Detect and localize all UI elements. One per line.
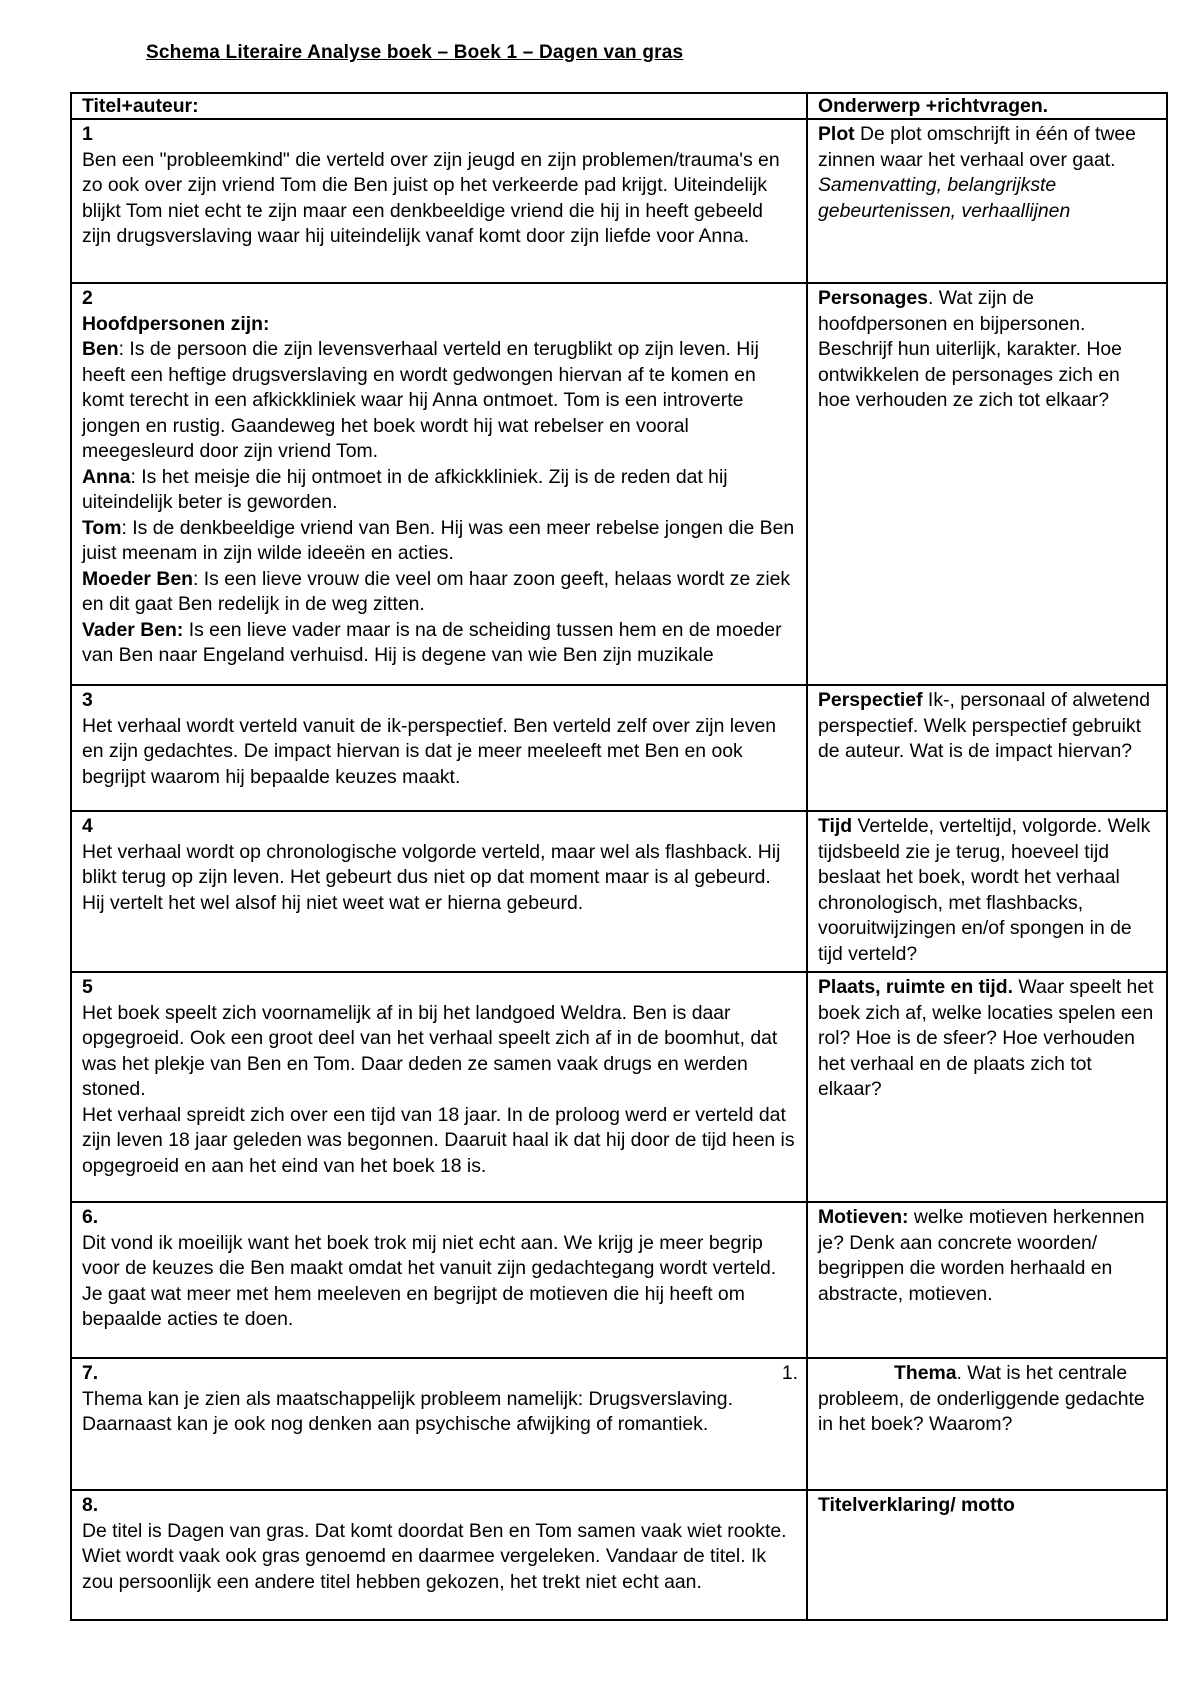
topic-cell: [807, 972, 1167, 1202]
answer-cell: [71, 1202, 807, 1358]
header-title-author: Titel+auteur:: [71, 93, 807, 119]
table-row: [71, 119, 1167, 283]
topic-text: Waar speelt het boek zich af, welke locaties spelen een rol? Hoe is de sfeer? Hoe verhouden het verhaal en de plaats zich tot elkaar?: [818, 976, 1154, 1100]
topic-cell: [807, 685, 1167, 811]
table-header-row: [71, 93, 1167, 119]
topic-text: . Wat is het centrale probleem, de onderliggende gedachte in het boek? Waarom?: [818, 1362, 1145, 1435]
answer-text: De titel is Dagen van gras. Dat komt doordat Ben en Tom samen vaak wiet rookte. Wiet wordt vaak ook gras genoemd en daarmee vergeleken. Vandaar de titel. Ik zou persoonlijk een andere titel hebben gekozen, het trekt niet echt aan.: [82, 1519, 787, 1593]
topic-italic: Samenvatting, belangrijkste gebeurtenissen, verhaallijnen: [818, 174, 1071, 222]
topic-text: . Wat zijn de hoofdpersonen en bijpersonen. Beschrijf hun uiterlijk, karakter. Hoe ontwikkelen de personages zich en hoe verhouden ze zich tot elkaar?: [818, 287, 1122, 411]
row-number: 7.: [82, 1362, 99, 1384]
topic-label: Thema: [894, 1362, 957, 1384]
row-number-line: [82, 1361, 796, 1387]
row-number: 5: [82, 976, 93, 998]
row-number: 6.: [82, 1206, 99, 1228]
topic-text: Vertelde, verteltijd, volgorde. Welk tijdsbeeld zie je terug, hoeveel tijd beslaat het boek, wordt het verhaal chronologisch, met flashbacks, vooruitwijzingen en/of spongen in de tijd verteld?: [818, 815, 1151, 965]
topic-text: Ik-, personaal of alwetend perspectief. Welk perspectief gebruikt de auteur. Wat is de impact hiervan?: [818, 689, 1150, 762]
character-entry: [82, 618, 796, 669]
character-description: : Is de persoon die zijn levensverhaal verteld en terugblikt op zijn leven. Hij heeft een heftige drugsverslaving en wordt gedwongen hiervan af te komen en komt terecht in een afkickkliniek waar hij Anna ontmoet. Tom is een introverte jongen en rustig. Gaandeweg het boek wordt hij wat rebelser en vooral meegesleurd door zijn vriend Tom.: [82, 338, 759, 462]
character-name: Moeder Ben: [82, 567, 193, 590]
topic-label: Personages: [818, 287, 928, 309]
table-row: [71, 1490, 1167, 1620]
answer-cell: [71, 283, 807, 685]
answer-text-continued: Het verhaal spreidt zich over een tijd van 18 jaar. In de proloog werd er verteld dat zijn leven 18 jaar geleden was begonnen. Daaruit haal ik dat hij door de tijd heen is opgegroeid en aan het eind van het boek 18 is.: [82, 1103, 795, 1177]
topic-cell: [807, 283, 1167, 685]
characters-heading: Hoofdpersonen zijn:: [82, 312, 270, 335]
answer-text: Het verhaal wordt op chronologische volgorde verteld, maar wel als flashback. Hij blikt terug op zijn leven. Het gebeurt dus niet op dat moment maar is al gebeurd. Hij vertelt het wel alsof hij niet weet wat er hierna gebeurd.: [82, 840, 781, 914]
header-topic-questions: Onderwerp +richtvragen.: [807, 93, 1167, 119]
topic-label: Plot: [818, 123, 855, 145]
answer-cell: [71, 685, 807, 811]
page-number: 1.: [781, 1362, 798, 1384]
row-number: 8.: [82, 1494, 99, 1516]
topic-cell: [807, 811, 1167, 972]
table-row: [71, 685, 1167, 811]
answer-text: Thema kan je zien als maatschappelijk probleem namelijk: Drugsverslaving. Daarnaast kan je ook nog denken aan psychische afwijking of romantiek.: [82, 1387, 733, 1435]
character-entry: [82, 465, 796, 516]
answer-text: Het verhaal wordt verteld vanuit de ik-perspectief. Ben verteld zelf over zijn leven en zijn gedachtes. De impact hiervan is dat je meer meeleeft met Ben en ook begrijpt waarom hij bepaalde keuzes maakt.: [82, 714, 777, 788]
topic-text: De plot omschrijft in één of twee zinnen waar het verhaal over gaat.: [818, 123, 1136, 171]
row-number: 3: [82, 689, 93, 711]
character-description: : Is een lieve vrouw die veel om haar zoon geeft, helaas wordt ze ziek en dit gaat Ben redelijk in de weg zitten.: [82, 567, 791, 615]
topic-cell: [807, 1358, 1167, 1490]
topic-label: Motieven:: [818, 1206, 909, 1228]
character-name: Vader Ben:: [82, 618, 184, 641]
character-name: Anna: [82, 465, 131, 488]
topic-cell: [807, 119, 1167, 283]
answer-cell: [71, 119, 807, 283]
answer-cell: [71, 972, 807, 1202]
topic-label: Perspectief: [818, 689, 923, 711]
table-row: [71, 811, 1167, 972]
topic-label: Tijd: [818, 815, 853, 837]
topic-cell: [807, 1202, 1167, 1358]
row-number: 4: [82, 815, 93, 837]
row-number: 2: [82, 287, 93, 309]
page-title: Schema Literaire Analyse boek – Boek 1 – Dagen van gras: [146, 42, 684, 63]
character-name: Tom: [82, 516, 122, 539]
answer-cell: [71, 811, 807, 972]
answer-text: Dit vond ik moeilijk want het boek trok mij niet echt aan. We krijg je meer begrip voor de keuzes die Ben maakt omdat het vanuit zijn gedachtegang wordt verteld. Je gaat wat meer met hem meeleven en begrijpt de motieven die hij heeft om bepaalde acties te doen.: [82, 1231, 777, 1330]
topic-cell: [807, 1490, 1167, 1620]
row-number: 1: [82, 123, 93, 145]
character-entry: [82, 567, 796, 618]
character-entry: [82, 337, 796, 465]
topic-label: Plaats, ruimte en tijd.: [818, 976, 1014, 998]
analysis-table: [70, 92, 1168, 1621]
answer-cell: [71, 1358, 807, 1490]
answer-text: Het boek speelt zich voornamelijk af in bij het landgoed Weldra. Ben is daar opgegroeid. Ook een groot deel van het verhaal speelt zich af in de boomhut, dat was het plekje van Ben en Tom. Daar deden ze samen vaak drugs en werden stoned.: [82, 1001, 778, 1100]
character-description: : Is de denkbeeldige vriend van Ben. Hij was een meer rebelse jongen die Ben juist meenam in zijn wilde ideeën en acties.: [82, 516, 795, 564]
character-description: Is een lieve vader maar is na de scheiding tussen hem en de moeder van Ben naar Engeland verhuisd. Hij is degene van wie Ben zijn muzikale: [82, 618, 782, 666]
table-row: [71, 972, 1167, 1202]
answer-cell: [71, 1490, 807, 1620]
character-entry: [82, 516, 796, 567]
table-row: [71, 1358, 1167, 1490]
topic-label: Titelverklaring/ motto: [818, 1494, 1015, 1516]
table-row: [71, 1202, 1167, 1358]
character-name: Ben: [82, 338, 119, 360]
character-description: : Is het meisje die hij ontmoet in de afkickkliniek. Zij is de reden dat hij uiteindelijk beter is geworden.: [82, 465, 728, 513]
answer-text: Ben een "probleemkind" die verteld over zijn jeugd en zijn problemen/trauma's en zo ook over zijn vriend Tom die Ben juist op het verkeerde pad krijgt. Uiteindelijk blijkt Tom niet echt te zijn maar een denkbeeldige vriend die hij in heeft gebeeld zijn drugsverslaving waar hij uiteindelijk vanaf komt door zijn liefde voor Anna.: [82, 148, 780, 247]
table-row: [71, 283, 1167, 685]
topic-text: welke motieven herkennen je? Denk aan concrete woorden/ begrippen die worden herhaald en abstracte, motieven.: [818, 1206, 1145, 1305]
